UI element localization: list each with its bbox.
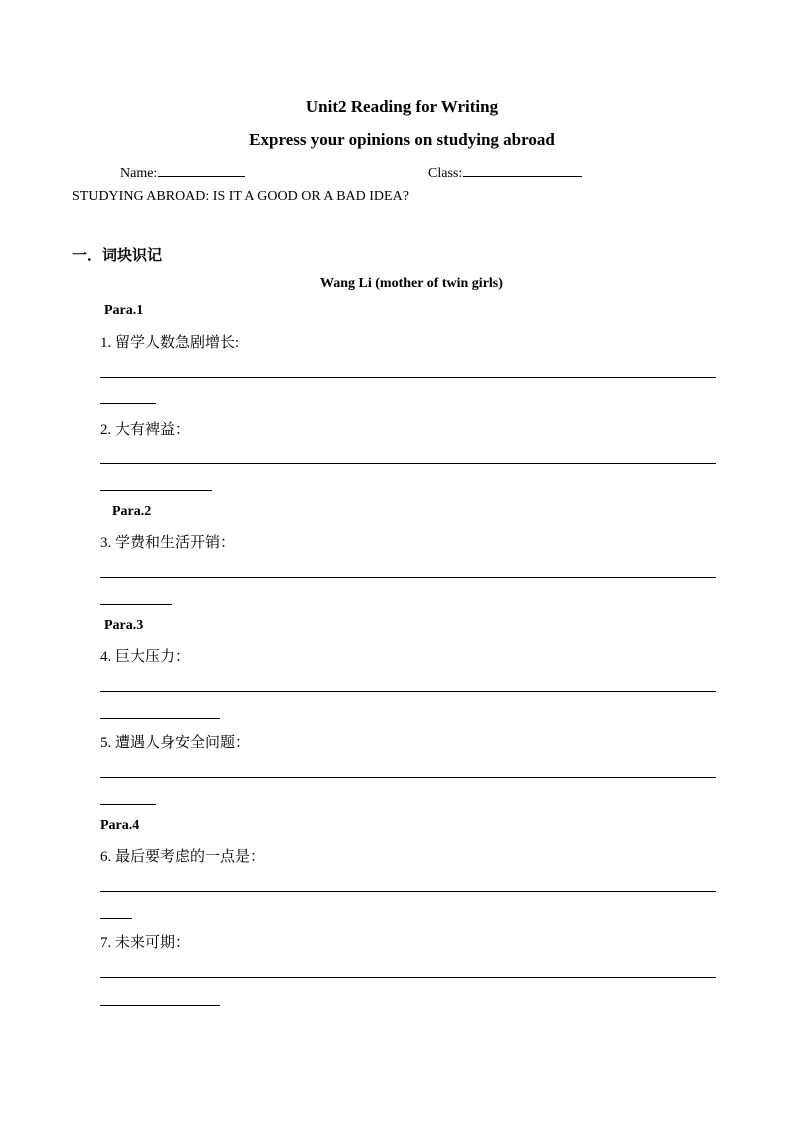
answer-line-3-end[interactable] — [100, 604, 172, 605]
answer-line-7-end[interactable] — [100, 1005, 220, 1006]
section-heading: 一．词块识记 — [72, 248, 163, 264]
answer-line-3[interactable] — [100, 577, 716, 578]
answer-line-2-end[interactable] — [100, 490, 212, 491]
speaker-line: Wang Li (mother of twin girls) — [320, 276, 503, 291]
name-label: Name: — [120, 166, 158, 181]
list-item-5: 5. 遭遇人身安全问题： — [100, 735, 251, 751]
para-label-4: Para.4 — [100, 818, 140, 833]
class-label: Class: — [428, 166, 463, 181]
page-subtitle: Express your opinions on studying abroad — [249, 130, 555, 149]
class-blank[interactable] — [463, 162, 582, 177]
topic-line: STUDYING ABROAD: IS IT A GOOD OR A BAD IDEA? — [72, 189, 409, 204]
class-field — [428, 162, 582, 182]
list-item-4: 4. 巨大压力： — [100, 649, 191, 665]
answer-line-1-end[interactable] — [100, 403, 156, 404]
para-label-3: Para.3 — [104, 618, 144, 633]
answer-line-6[interactable] — [100, 891, 716, 892]
answer-line-4[interactable] — [100, 691, 716, 692]
list-item-3: 3. 学费和生活开销： — [100, 535, 236, 551]
list-item-2: 2. 大有裨益： — [100, 422, 191, 438]
list-item-1: 1. 留学人数急剧增长: — [100, 335, 240, 351]
list-item-7: 7. 未来可期： — [100, 935, 191, 951]
answer-line-2[interactable] — [100, 463, 716, 464]
answer-line-4-end[interactable] — [100, 718, 220, 719]
answer-line-7[interactable] — [100, 977, 716, 978]
para-label-1: Para.1 — [104, 303, 144, 318]
name-field — [120, 162, 245, 182]
answer-line-1[interactable] — [100, 377, 716, 378]
list-item-6: 6. 最后要考虑的一点是： — [100, 849, 266, 865]
name-blank[interactable] — [158, 162, 245, 177]
para-label-2: Para.2 — [112, 504, 152, 519]
page-title: Unit2 Reading for Writing — [305, 97, 499, 116]
answer-line-6-end[interactable] — [100, 918, 132, 919]
answer-line-5-end[interactable] — [100, 804, 156, 805]
answer-line-5[interactable] — [100, 777, 716, 778]
